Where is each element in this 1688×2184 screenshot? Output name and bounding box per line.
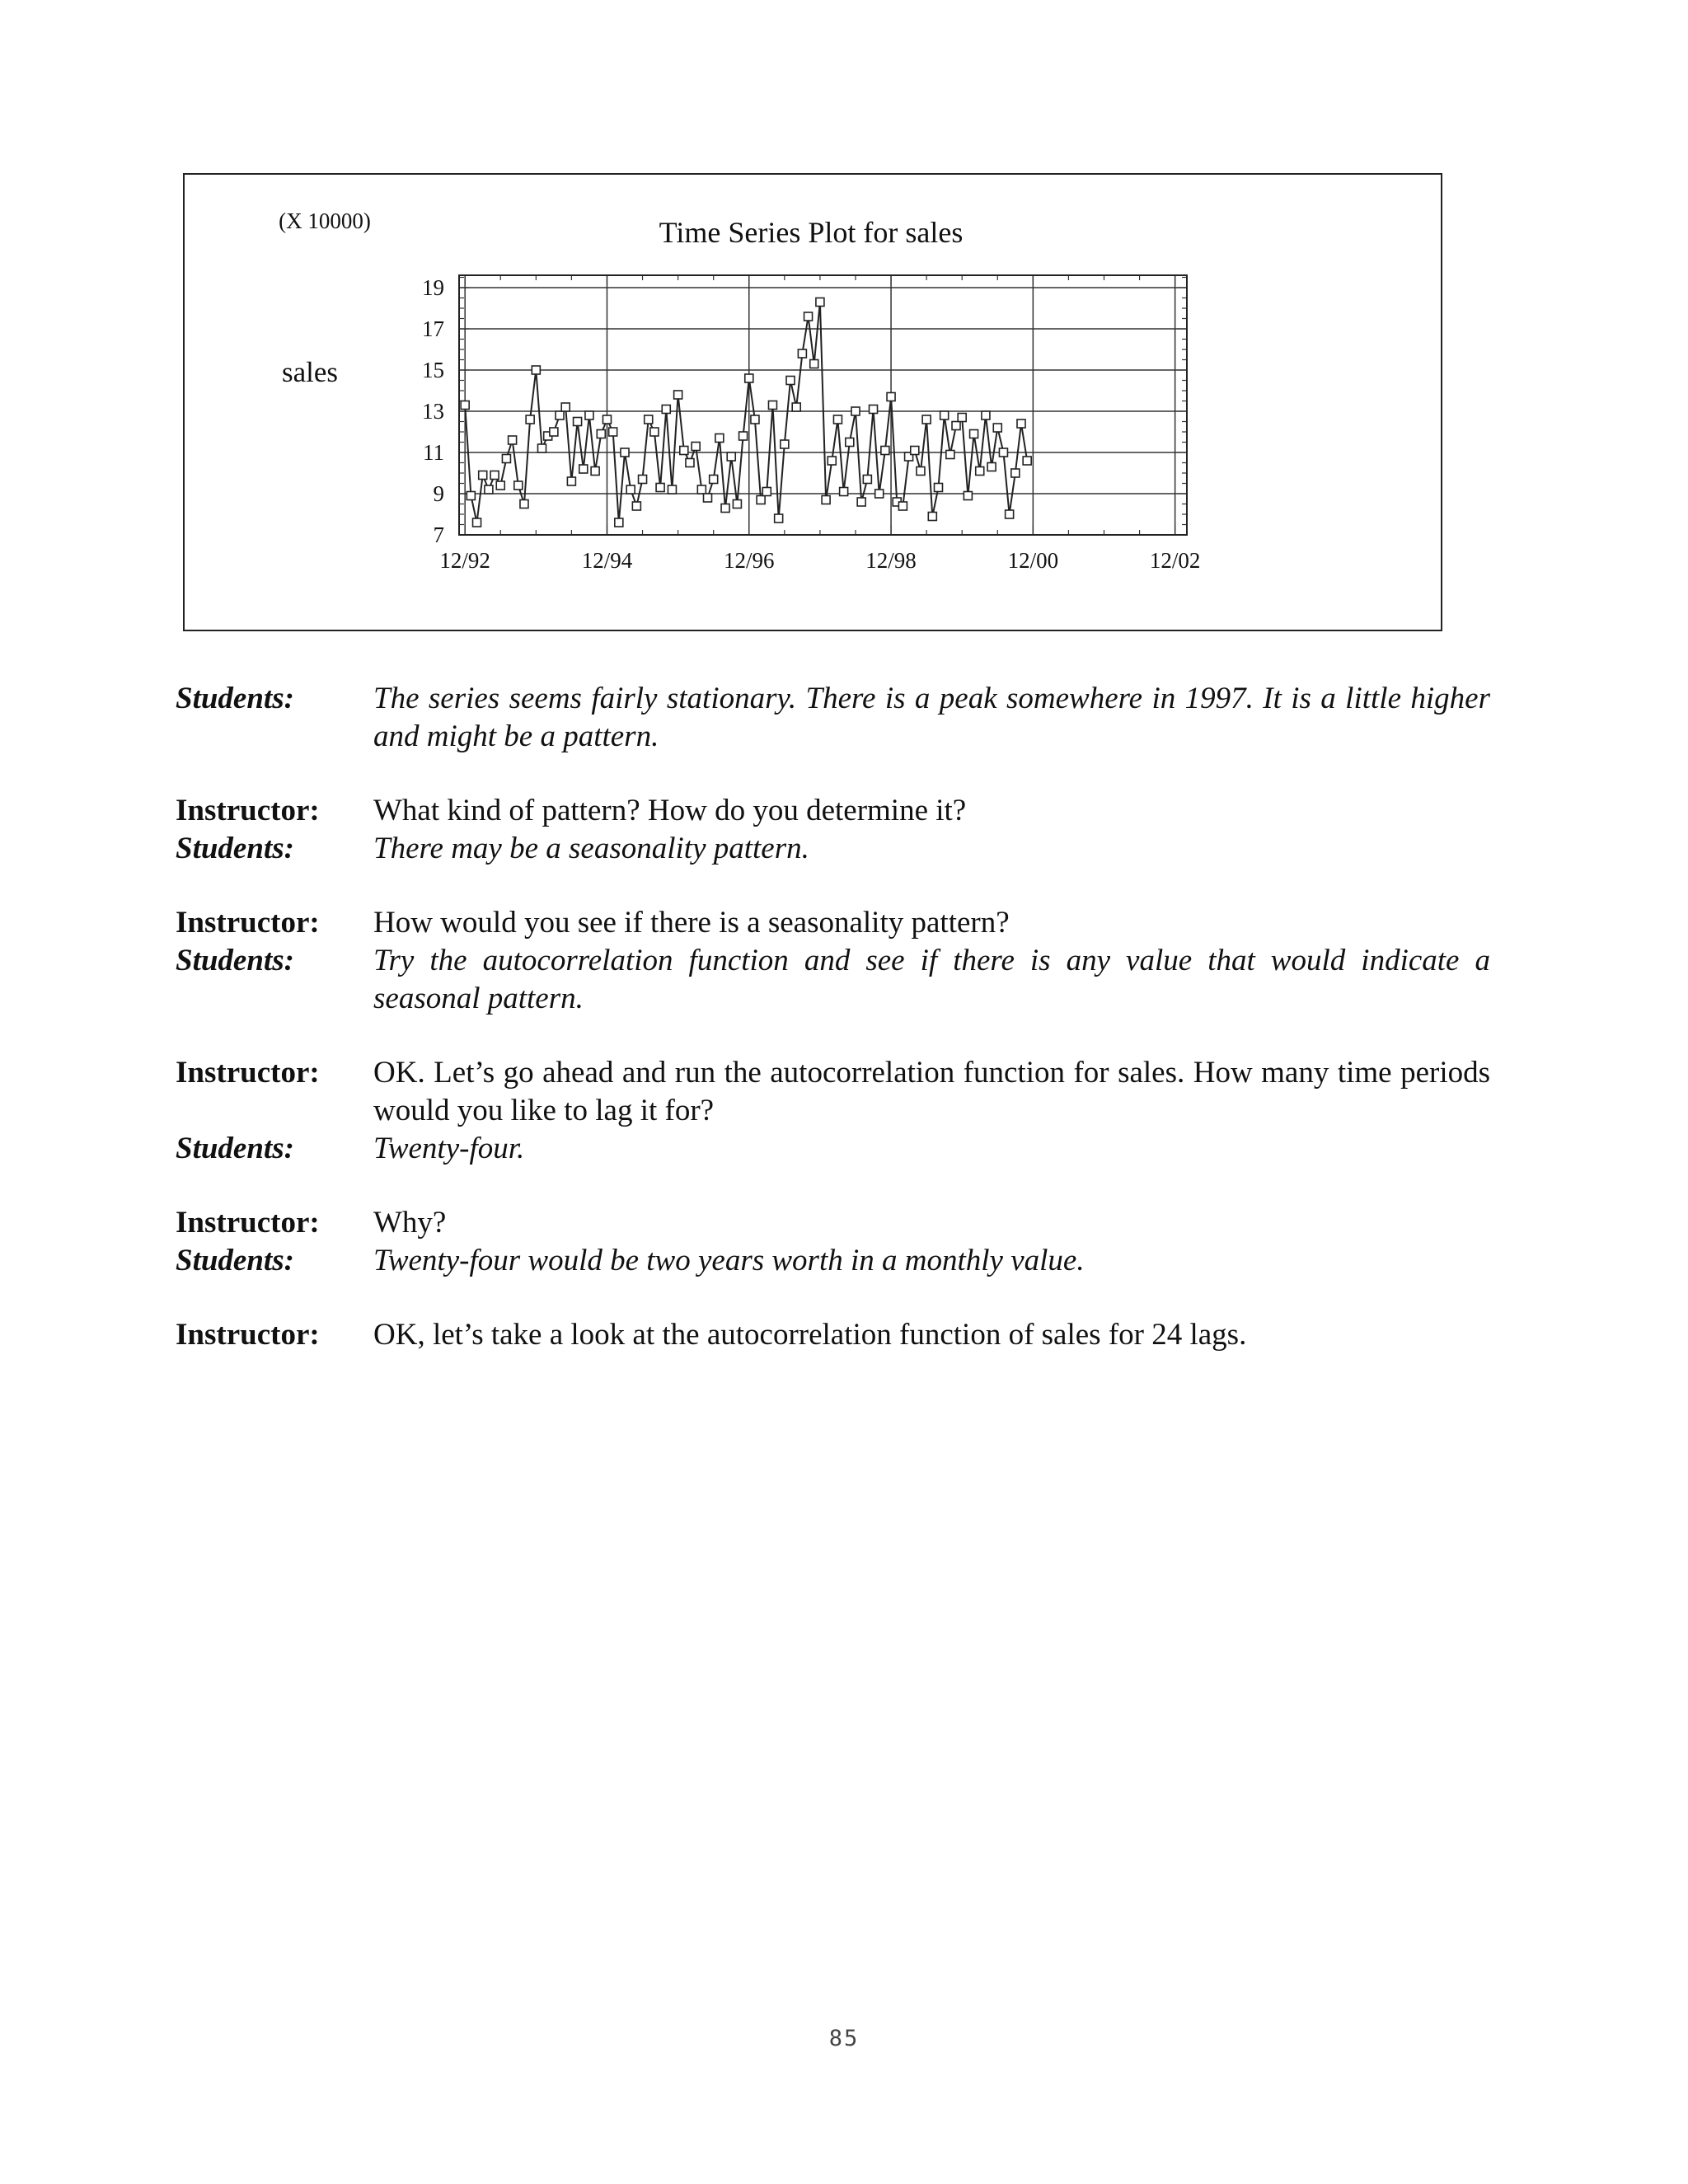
- data-point-marker: [781, 440, 789, 448]
- data-point-marker: [757, 496, 765, 504]
- y-tick-label: 19: [422, 275, 444, 300]
- chart-y-multiplier: (X 10000): [279, 209, 371, 233]
- data-point-marker: [1023, 457, 1031, 465]
- speaker-label: Students:: [176, 944, 294, 977]
- data-point-marker: [1006, 510, 1014, 518]
- y-tick-label: 9: [433, 481, 444, 506]
- speech-text: Twenty-four would be two years worth in a monthly value.: [373, 1244, 1085, 1277]
- x-tick-label: 12/00: [1007, 548, 1059, 573]
- data-point-marker: [840, 488, 848, 496]
- data-point-marker: [556, 411, 564, 419]
- data-point-marker: [490, 471, 499, 480]
- data-point-marker: [550, 428, 558, 436]
- data-point-marker: [976, 467, 984, 476]
- speaker-label: Students:: [176, 682, 294, 715]
- data-point-marker: [881, 447, 889, 455]
- dialogue-turn: [176, 1242, 1494, 1280]
- data-point-marker: [561, 403, 570, 411]
- data-point-marker: [739, 432, 748, 440]
- data-point-marker: [751, 415, 759, 424]
- speaker-label: Instructor:: [176, 1318, 320, 1352]
- data-point-marker: [745, 374, 753, 382]
- data-point-marker: [828, 457, 836, 465]
- data-point-marker: [721, 504, 729, 513]
- data-point-marker: [609, 428, 617, 436]
- data-point-marker: [863, 476, 871, 484]
- data-point-marker: [857, 498, 865, 506]
- data-point-marker: [656, 484, 664, 492]
- data-point-marker: [982, 411, 990, 419]
- chart-y-tick-labels: [422, 275, 444, 547]
- speech-text: OK. Let’s go ahead and run the autocorrelation function for sales. How many time periods would you like to lag it for?: [373, 1056, 1490, 1127]
- data-point-marker: [762, 488, 771, 496]
- y-tick-label: 7: [433, 523, 444, 547]
- data-point-marker: [970, 430, 978, 438]
- data-point-marker: [822, 496, 830, 504]
- data-point-marker: [958, 414, 966, 422]
- data-point-marker: [532, 366, 540, 374]
- speaker-label: Students:: [176, 832, 294, 865]
- data-point-marker: [692, 443, 700, 451]
- data-point-marker: [715, 434, 724, 443]
- data-point-marker: [851, 407, 860, 415]
- data-point-marker: [816, 298, 824, 307]
- data-point-marker: [898, 502, 907, 510]
- data-point-marker: [467, 492, 475, 500]
- data-point-marker: [710, 476, 718, 484]
- data-point-marker: [1017, 419, 1025, 428]
- chart-y-axis-label: sales: [281, 356, 339, 388]
- data-point-marker: [993, 424, 1001, 432]
- data-point-marker: [473, 518, 481, 527]
- x-tick-label: 12/98: [865, 548, 917, 573]
- speech-text: What kind of pattern? How do you determine it?: [373, 794, 967, 827]
- dialogue-turn: [176, 1204, 1494, 1242]
- speaker-label: Instructor:: [176, 1206, 320, 1240]
- speech-text: Try the autocorrelation function and see if there is any value that would indicate a seasonal pattern.: [373, 944, 1490, 1015]
- data-point-marker: [775, 514, 783, 523]
- data-point-marker: [804, 312, 813, 321]
- data-point-marker: [496, 481, 504, 490]
- data-point-marker: [917, 467, 925, 476]
- speech-text: How would you see if there is a seasonality pattern?: [373, 906, 1010, 940]
- data-point-marker: [846, 438, 854, 447]
- dialogue-turn: [176, 792, 1494, 830]
- data-point-marker: [461, 401, 469, 410]
- speech-text: The series seems fairly stationary. There is a peak somewhere in 1997. It is a little higher and might be a pattern.: [373, 682, 1490, 753]
- data-point-marker: [810, 360, 818, 368]
- data-point-marker: [792, 403, 800, 411]
- dialogue-turn: [176, 942, 1494, 1018]
- data-point-marker: [674, 391, 682, 399]
- time-series-chart: [185, 175, 1441, 630]
- data-point-marker: [479, 471, 487, 480]
- data-point-marker: [585, 411, 593, 419]
- data-point-marker: [934, 484, 942, 492]
- x-tick-label: 12/92: [439, 548, 490, 573]
- data-point-marker: [1011, 469, 1020, 477]
- data-point-marker: [887, 393, 895, 401]
- data-point-marker: [662, 405, 670, 414]
- y-tick-label: 15: [422, 358, 444, 382]
- data-point-marker: [502, 455, 510, 463]
- data-point-marker: [870, 405, 878, 414]
- y-tick-label: 17: [422, 316, 444, 341]
- speaker-label: Students:: [176, 1132, 294, 1165]
- data-point-marker: [567, 477, 575, 485]
- dialogue-turn: [176, 1316, 1494, 1354]
- y-tick-label: 11: [423, 440, 444, 465]
- data-point-marker: [922, 415, 931, 424]
- data-point-marker: [574, 418, 582, 426]
- dialogue-transcript: [176, 680, 1494, 1354]
- data-point-marker: [639, 476, 647, 484]
- speech-text: OK, let’s take a look at the autocorrelation function of sales for 24 lags.: [373, 1318, 1247, 1352]
- data-point-marker: [680, 447, 688, 455]
- page-number: 85: [828, 2026, 860, 2051]
- dialogue-turn: [176, 1130, 1494, 1168]
- chart-title: Time Series Plot for sales: [659, 216, 964, 249]
- data-point-marker: [928, 513, 936, 521]
- data-point-marker: [526, 415, 534, 424]
- data-point-marker: [798, 349, 806, 358]
- data-point-marker: [999, 448, 1007, 457]
- data-point-marker: [686, 459, 694, 467]
- data-point-marker: [875, 490, 884, 498]
- data-point-marker: [485, 485, 493, 494]
- data-point-marker: [987, 463, 996, 471]
- dialogue-turn: [176, 830, 1494, 868]
- data-point-marker: [668, 485, 676, 494]
- data-point-marker: [603, 415, 611, 424]
- x-tick-label: 12/96: [724, 548, 775, 573]
- speech-text: Why?: [373, 1206, 447, 1240]
- speaker-label: Instructor:: [176, 1056, 320, 1090]
- data-point-marker: [597, 430, 605, 438]
- data-point-marker: [509, 436, 517, 444]
- x-tick-label: 12/02: [1149, 548, 1201, 573]
- speech-text: There may be a seasonality pattern.: [373, 832, 809, 865]
- chart-figure: [183, 173, 1442, 631]
- data-point-marker: [621, 448, 629, 457]
- data-point-marker: [727, 452, 735, 461]
- data-point-marker: [786, 377, 795, 385]
- data-point-marker: [911, 447, 919, 455]
- data-point-marker: [632, 502, 640, 510]
- data-point-marker: [579, 465, 588, 473]
- data-point-marker: [645, 415, 653, 424]
- x-tick-label: 12/94: [581, 548, 633, 573]
- data-point-marker: [704, 494, 712, 502]
- speech-text: Twenty-four.: [373, 1132, 525, 1165]
- data-point-marker: [733, 500, 741, 509]
- data-point-marker: [650, 428, 659, 436]
- data-point-marker: [514, 481, 523, 490]
- data-point-marker: [952, 422, 960, 430]
- data-point-marker: [833, 415, 842, 424]
- dialogue-turn: [176, 1054, 1494, 1130]
- data-point-marker: [520, 500, 528, 509]
- data-point-marker: [615, 518, 623, 527]
- data-point-marker: [626, 485, 635, 494]
- data-point-marker: [940, 411, 949, 419]
- data-point-marker: [697, 485, 706, 494]
- y-tick-label: 13: [422, 399, 444, 424]
- data-point-marker: [768, 401, 776, 410]
- chart-x-tick-labels: [439, 548, 1200, 573]
- data-point-marker: [964, 492, 972, 500]
- dialogue-turn: [176, 904, 1494, 942]
- speaker-label: Students:: [176, 1244, 294, 1277]
- data-point-marker: [946, 451, 954, 459]
- speaker-label: Instructor:: [176, 906, 320, 940]
- dialogue-turn: [176, 680, 1494, 756]
- data-point-marker: [538, 444, 546, 452]
- data-point-marker: [591, 467, 599, 476]
- speaker-label: Instructor:: [176, 794, 320, 827]
